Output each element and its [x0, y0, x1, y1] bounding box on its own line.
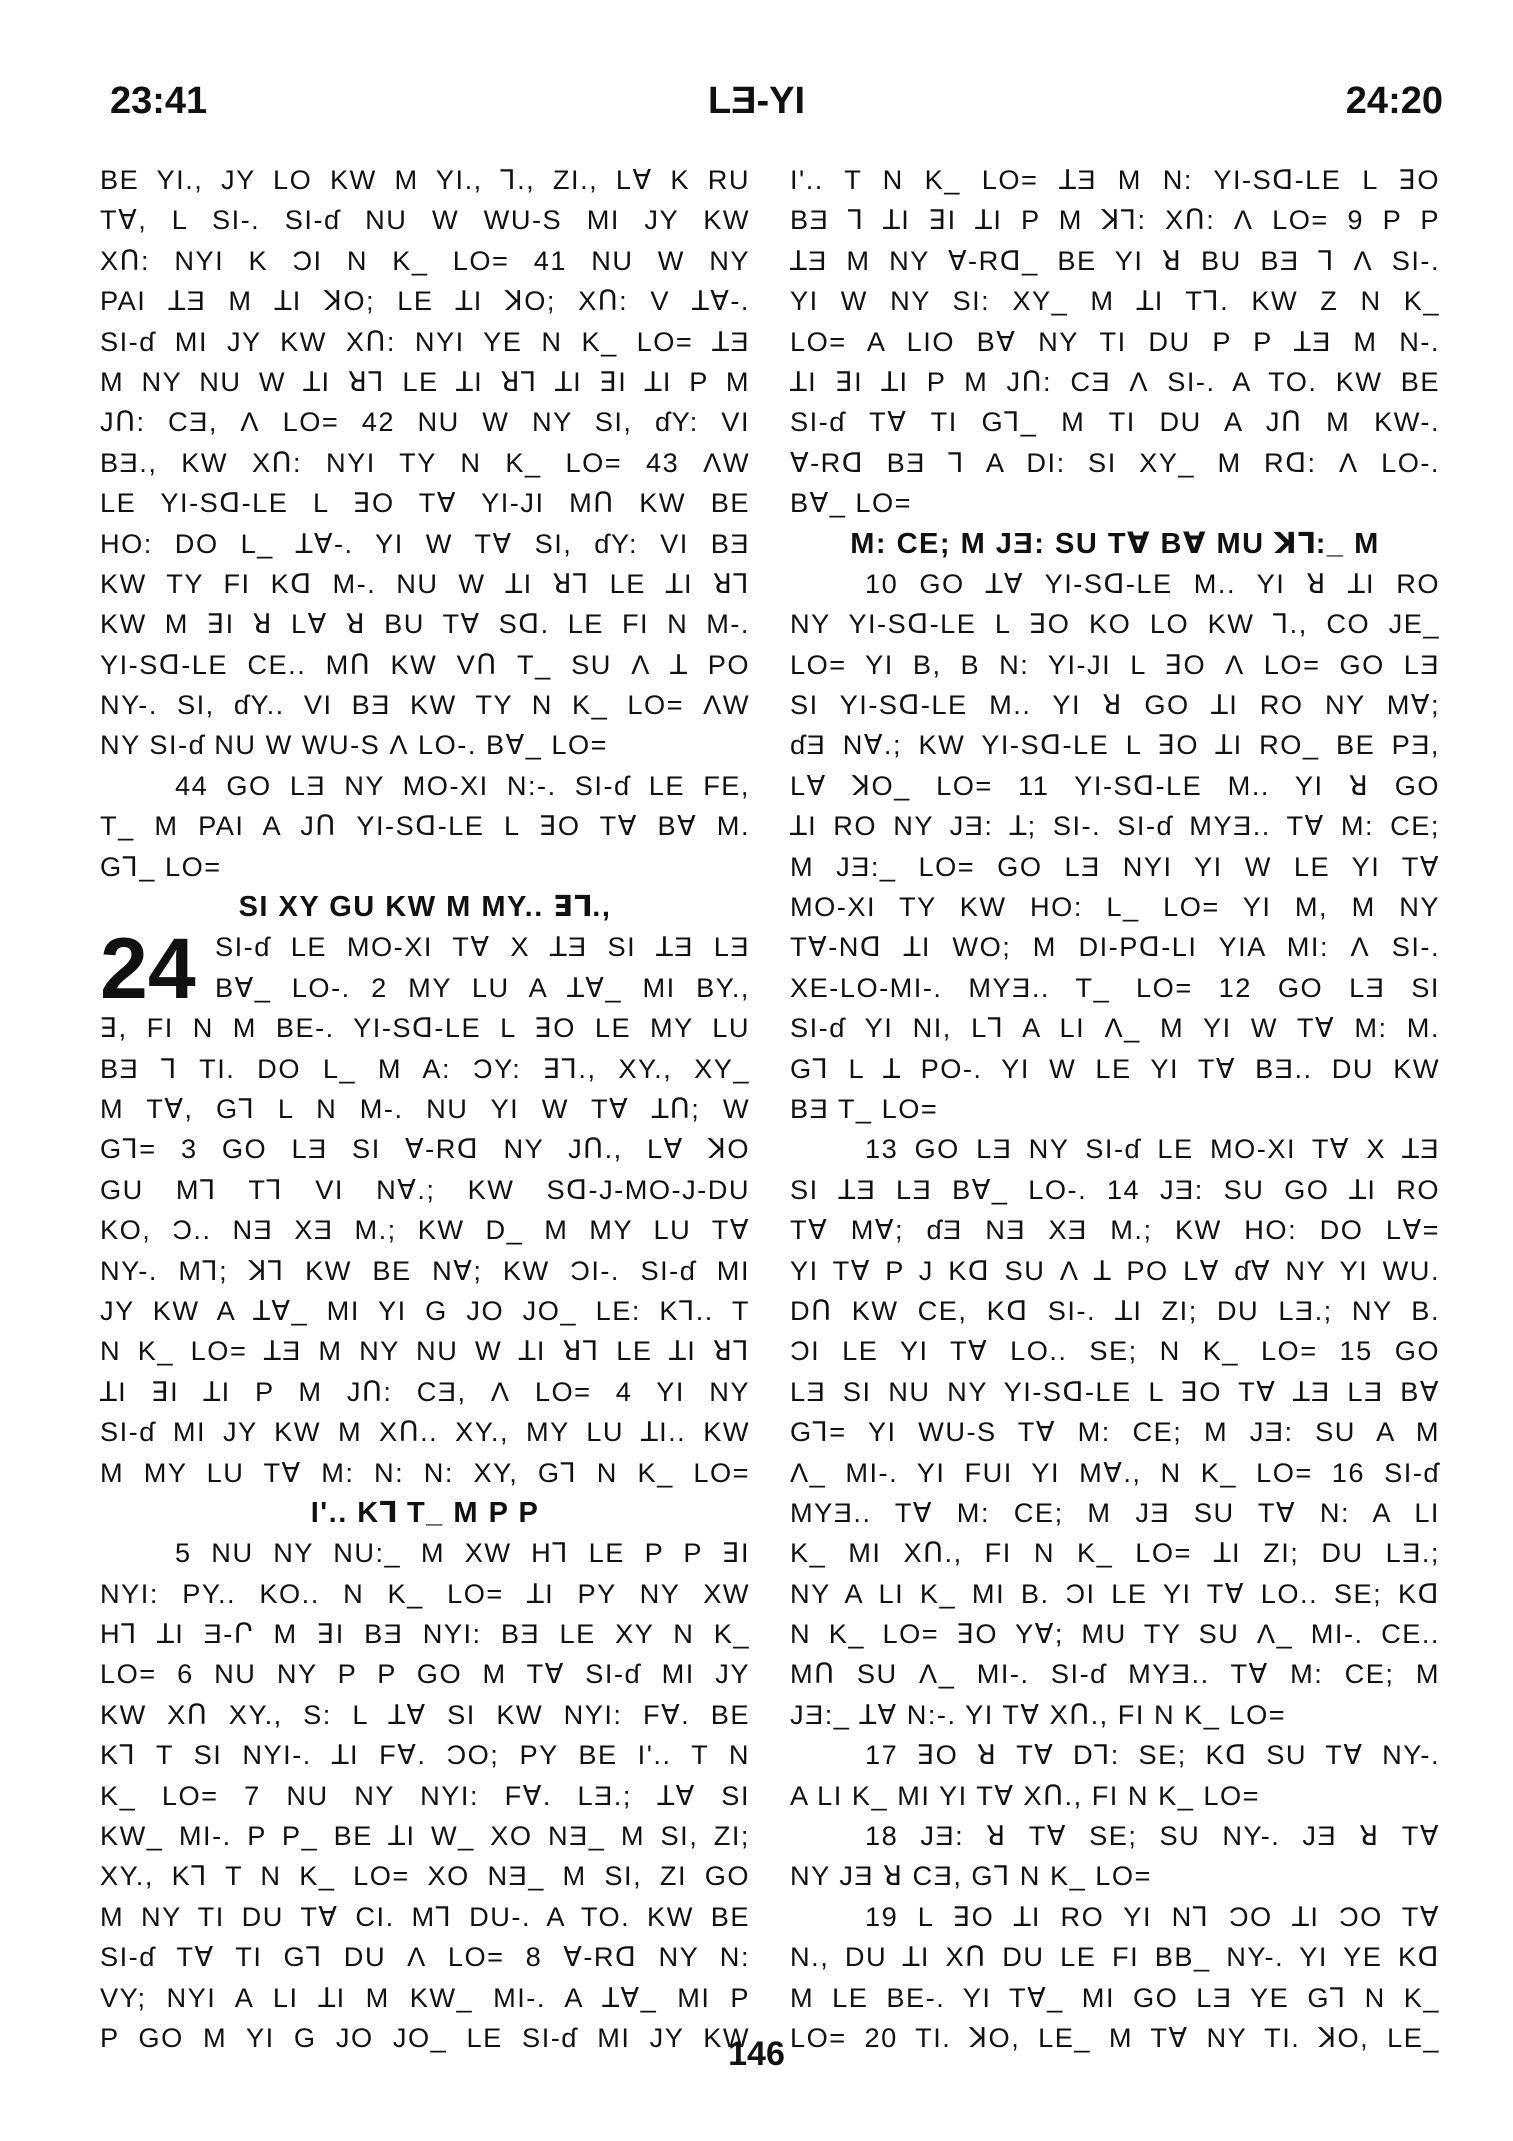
page-number: 146 [728, 2035, 785, 2073]
text-line: LƎ SI NU NY YI-Sꓷ-LE L ꓱO TⱯ ꓕƎ LƎ BⱯ [790, 1375, 1440, 1407]
text-line: NY JƎ ꓤ CƎ, G⅂ N K_ LO= [790, 1860, 1152, 1892]
text-line: BƎ ⅂ TI. DO L_ M A: ƆY: ꓱ⅂., XY., XY_ [100, 1052, 750, 1084]
text-line: BⱯ_ LO= [790, 487, 913, 519]
text-line: SI-ɗ TⱯ TI G⅂ DU Ʌ LO= 8 Ɐ-Rꓷ NY N: [100, 1941, 750, 1973]
text-line: SI-ɗ LE MO-XI TⱯ X ꓕƎ SI ꓕƎ LƎ [215, 931, 750, 963]
text-line: M MY LU TⱯ M: N: N: XY, G⅂ N K_ LO= [100, 1456, 750, 1488]
text-line: LO= 6 NU NY P P GO M TⱯ SI-ɗ MI JY [100, 1658, 750, 1690]
text-line: XY., K⅂ T N K_ LO= XO NƎ_ M SI, ZI GO [100, 1860, 750, 1892]
text-line: XՈ: NYI K ƆI N K_ LO= 41 NU W NY [100, 244, 750, 276]
section-heading: M: CE; M JƎ: SU TⱯ BⱯ MU ꓘ⅂:_ M [850, 527, 1380, 560]
text-line: ꓕI RO NY JƎ: ꓕ; SI-. SI-ɗ MYƎ.. TⱯ M: CE; [790, 810, 1440, 842]
text-line: G⅂= YI WU-S TⱯ M: CE; M JƎ: SU A M [790, 1416, 1440, 1448]
text-line: NY A LI K_ MI B. ƆI LE YI TⱯ LO.. SE; Kꓷ [790, 1577, 1440, 1609]
text-line: 5 NU NY NU:_ M XW H⅂ LE P P ꓱI [175, 1537, 750, 1569]
text-line: YI TⱯ P J Kꓷ SU Ʌ ꓕ PO LⱯ ɗⱯ NY YI WU. [790, 1254, 1440, 1286]
text-line: N K_ LO= ꓱO YⱯ; MU TY SU Ʌ_ MI-. CE.. [790, 1618, 1440, 1650]
text-line: G⅂_ LO= [100, 850, 222, 882]
text-line: 13 GO LƎ NY SI-ɗ LE MO-XI TⱯ X ꓕƎ [865, 1133, 1440, 1165]
text-line: M TⱯ, G⅂ L N M-. NU YI W TⱯ ꓕՈ; W [100, 1092, 750, 1124]
text-line: 18 JƎ: ꓤ TⱯ SE; SU NY-. JƎ ꓤ TⱯ [865, 1820, 1440, 1852]
text-line: TⱯ, L SI-. SI-ɗ NU W WU-S MI JY KW [100, 204, 750, 236]
text-line: T_ M PAI A JՈ YI-Sꓷ-LE L ꓱO TⱯ BⱯ M. [100, 810, 750, 842]
text-line: LO= 20 TI. ꓘO, LE_ M TⱯ NY TI. ꓘO, LE_ [790, 2021, 1440, 2053]
text-line: NY-. SI, ɗY.. VI BƎ KW TY N K_ LO= ɅW [100, 689, 750, 721]
text-line: ꓕI ꓱI ꓕI P M JՈ: CƎ Ʌ SI-. A TO. KW BE [790, 365, 1440, 397]
text-line: YI-Sꓷ-LE CE.. MՈ KW VՈ T_ SU Ʌ ꓕ PO [100, 648, 750, 680]
text-line: YI W NY SI: XY_ M ꓕI T⅂. KW Z N K_ [790, 285, 1440, 317]
text-line: K_ MI XՈ., FI N K_ LO= ꓕI ZI; DU LƎ.; [790, 1537, 1440, 1569]
text-line: NY YI-Sꓷ-LE L ꓱO KO LO KW ⅂., CO JE_ [790, 608, 1440, 640]
text-line: Ʌ_ MI-. YI FUI YI MⱯ., N K_ LO= 16 SI-ɗ [790, 1456, 1440, 1488]
text-line: JY KW A ꓕⱯ_ MI YI G JO JO_ LE: K⅂.. T [100, 1294, 750, 1326]
left-text-column [100, 160, 750, 2058]
text-line: VY; NYI A LI ꓕI M KW_ MI-. A ꓕⱯ_ MI P [100, 1981, 750, 2013]
text-line: KW XՈ XY., S: L ꓕⱯ SI KW NYI: FⱯ. BE [100, 1698, 750, 1730]
text-line: ꓕI ꓱI ꓕI P M JՈ: CƎ, Ʌ LO= 4 YI NY [100, 1375, 750, 1407]
text-line: 17 ꓱO ꓤ TⱯ D⅂: SE; Kꓷ SU TⱯ NY-. [865, 1739, 1440, 1771]
text-line: TⱯ-Nꓷ ꓕI WO; M DI-Pꓷ-LI YIA MI: Ʌ SI-. [790, 931, 1440, 963]
text-line: SI ꓕƎ LƎ BⱯ_ LO-. 14 JƎ: SU GO ꓕI RO [790, 1173, 1440, 1205]
text-line: LⱯ ꓘO_ LO= 11 YI-Sꓷ-LE M.. YI ꓤ GO [790, 769, 1440, 801]
text-line: NY SI-ɗ NU W WU-S Ʌ LO-. BⱯ_ LO= [100, 729, 609, 761]
text-line: M LE BE-. YI TⱯ_ MI GO LƎ YE G⅂ N K_ [790, 1981, 1440, 2013]
text-line: M NY NU W ꓕI ꓤ⅂ LE ꓕI ꓤ⅂ ꓕI ꓱI ꓕI P M [100, 365, 750, 397]
text-line: BE YI., JY LO KW M YI., ⅂., ZI., LⱯ K RU [100, 164, 750, 195]
running-header [0, 80, 1513, 130]
text-line: PAI ꓕƎ M ꓕI ꓘO; LE ꓕI ꓘO; XՈ: V ꓕⱯ-. [100, 285, 750, 317]
text-line: LE YI-Sꓷ-LE L ꓱO TⱯ YI-JI MՈ KW BE [100, 487, 750, 519]
text-line: ɗƎ NⱯ.; KW YI-Sꓷ-LE L ꓱO ꓕI RO_ BE PƎ, [790, 729, 1440, 761]
text-line: 10 GO ꓕⱯ YI-Sꓷ-LE M.. YI ꓤ ꓕI RO [865, 567, 1440, 599]
text-line: KW TY FI Kꓷ M-. NU W ꓕI ꓤ⅂ LE ꓕI ꓤ⅂ [100, 567, 750, 599]
text-line: KW_ MI-. P P_ BE ꓕI W_ XO NƎ_ M SI, ZI; [100, 1820, 750, 1852]
section-heading: I'.. K⅂ T_ M P P [310, 1496, 540, 1529]
text-line: BⱯ_ LO-. 2 MY LU A ꓕⱯ_ MI BY., [215, 971, 750, 1003]
text-line: ꓱ, FI N M BE-. YI-Sꓷ-LE L ꓱO LE MY LU [100, 1012, 750, 1044]
text-line: MO-XI TY KW HO: L_ LO= YI M, M NY [790, 891, 1440, 923]
text-line: JƎ:_ ꓕⱯ N:-. YI TⱯ XՈ., FI N K_ LO= [790, 1698, 1287, 1730]
text-line: I'.. T N K_ LO= ꓕƎ M N: YI-Sꓷ-LE L ꓱO [790, 164, 1440, 195]
section-heading: SI XY GU KW M MY.. ꓱ⅂., [238, 891, 612, 924]
chapter-opening [100, 921, 750, 1018]
text-line: SI-ɗ TⱯ TI G⅂_ M TI DU A JՈ M KW-. [790, 406, 1440, 438]
text-line: TⱯ MⱯ; ɗƎ NƎ XƎ M.; KW HO: DO LⱯ= [790, 1214, 1440, 1246]
header-left-reference: 23:41 [110, 80, 208, 122]
text-line: HO: DO L_ ꓕⱯ-. YI W TⱯ SI, ɗY: VI BƎ [100, 527, 750, 559]
text-line: 19 L ꓱO ꓕI RO YI N⅂ ƆO ꓕI ƆO TⱯ [865, 1900, 1440, 1932]
text-line: SI-ɗ YI NI, L⅂ A LI Ʌ_ M YI W TⱯ M: M. [790, 1012, 1440, 1044]
text-line: M JƎ:_ LO= GO LƎ NYI YI W LE YI TⱯ [790, 850, 1440, 882]
text-line: P GO M YI G JO JO_ LE SI-ɗ MI JY KW [100, 2021, 750, 2053]
text-line: MՈ SU Ʌ_ MI-. SI-ɗ MYƎ.. TⱯ M: CE; M [790, 1658, 1440, 1690]
text-line: 44 GO LƎ NY MO-XI N:-. SI-ɗ LE FE, [175, 769, 750, 801]
text-line: MYƎ.. TⱯ M: CE; M JƎ SU TⱯ N: A LI [790, 1496, 1440, 1528]
text-line: GU M⅂ T⅂ VI NⱯ.; KW Sꓷ-J-MO-J-DU [100, 1173, 750, 1205]
text-line: N., DU ꓕI XՈ DU LE FI BB_ NY-. YI YE Kꓷ [790, 1941, 1440, 1973]
text-line: NY-. M⅂; ꓘ⅂ KW BE NⱯ; KW ƆI-. SI-ɗ MI [100, 1254, 750, 1286]
text-line: G⅂ L ꓕ PO-. YI W LE YI TⱯ BƎ.. DU KW [790, 1052, 1440, 1084]
text-line: Ɐ-Rꓷ BƎ ⅂ A DI: SI XY_ M Rꓷ: Ʌ LO-. [790, 446, 1440, 478]
text-line: LO= A LIO BⱯ NY TI DU P P ꓕƎ M N-. [790, 325, 1440, 357]
text-line: LO= YI B, B N: YI-JI L ꓱO Ʌ LO= GO LƎ [790, 648, 1440, 680]
text-line: DՈ KW CE, Kꓷ SI-. ꓕI ZI; DU LƎ.; NY B. [790, 1294, 1440, 1326]
right-text-column [790, 160, 1440, 2058]
text-line: JՈ: CƎ, Ʌ LO= 42 NU W NY SI, ɗY: VI [100, 406, 750, 438]
text-line: ꓕƎ M NY Ɐ-Rꓷ_ BE YI ꓤ BU BƎ ⅂ Ʌ SI-. [790, 244, 1440, 276]
header-right-reference: 24:20 [1345, 80, 1443, 122]
text-line: KW M ꓱI ꓤ LⱯ ꓤ BU TⱯ Sꓷ. LE FI N M-. [100, 608, 750, 640]
text-line: KO, Ɔ.. NƎ XƎ M.; KW D_ M MY LU TⱯ [100, 1214, 750, 1246]
text-line: BƎ., KW XՈ: NYI TY N K_ LO= 43 ɅW [100, 446, 750, 478]
chapter-number: 24 [100, 921, 196, 1018]
text-line: H⅂ ꓕI Ǝ-Ր M ꓱI BƎ NYI: BƎ LE XY N K_ [100, 1618, 750, 1650]
text-line: A LI K_ MI YI TⱯ XՈ., FI N K_ LO= [790, 1779, 1261, 1811]
text-line: BƎ ⅂ ꓕI ꓱI ꓕI P M ꓘ⅂: XՈ: Ʌ LO= 9 P P [790, 204, 1440, 236]
text-line: BƎ T_ LO= [790, 1092, 939, 1124]
text-line: SI YI-Sꓷ-LE M.. YI ꓤ GO ꓕI RO NY MⱯ; [790, 689, 1440, 721]
text-line: K_ LO= 7 NU NY NYI: FⱯ. LƎ.; ꓕⱯ SI [100, 1779, 750, 1811]
text-line: G⅂= 3 GO LƎ SI Ɐ-Rꓷ NY JՈ., LⱯ ꓘO [100, 1133, 750, 1165]
text-line: SI-ɗ MI JY KW M XՈ.. XY., MY LU ꓕI.. KW [100, 1416, 750, 1448]
text-line: M NY TI DU TⱯ CI. M⅂ DU-. A TO. KW BE [100, 1900, 750, 1932]
text-line: SI-ɗ MI JY KW XՈ: NYI YE N K_ LO= ꓕƎ [100, 325, 750, 357]
text-line: XE-LO-MI-. MYƎ.. T_ LO= 12 GO LƎ SI [790, 971, 1440, 1003]
text-line: K⅂ T SI NYI-. ꓕI FⱯ. ƆO; PY BE I'.. T N [100, 1739, 750, 1771]
header-book-title: LƎ-YI [707, 80, 806, 122]
text-line: ƆI LE YI TⱯ LO.. SE; N K_ LO= 15 GO [790, 1335, 1440, 1367]
text-line: N K_ LO= ꓕƎ M NY NU W ꓕI ꓤ⅂ LE ꓕI ꓤ⅂ [100, 1335, 750, 1367]
text-line: NYI: PY.. KO.. N K_ LO= ꓕI PY NY XW [100, 1577, 750, 1609]
